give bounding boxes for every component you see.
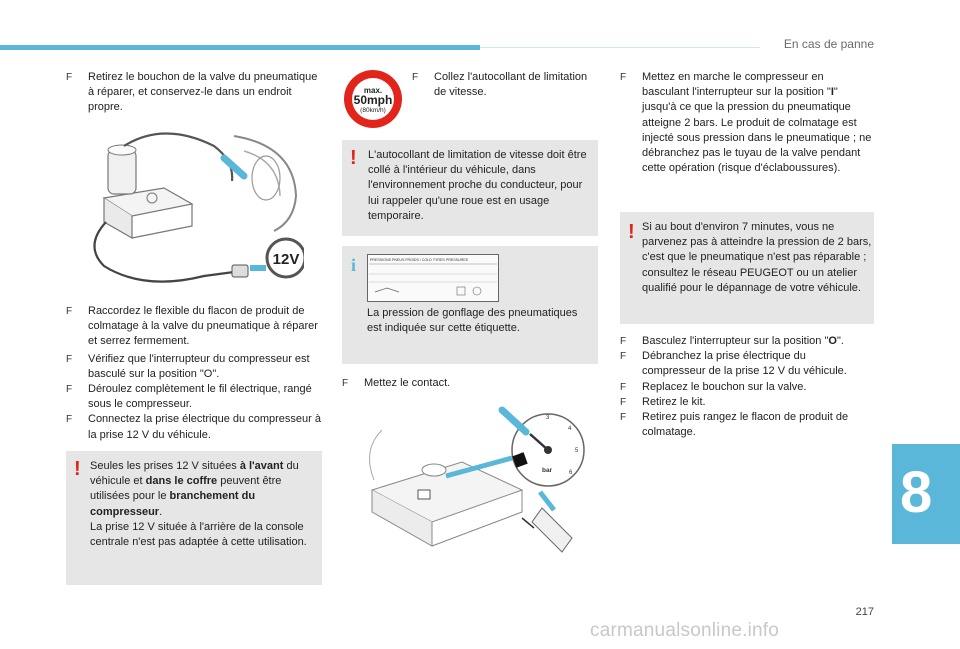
header-rule <box>480 47 760 48</box>
column-3-steps <box>620 334 872 440</box>
list-item: F Mettez en marche le compresseur en basculant l'interrupteur sur la position "I" jusqu'à ce que la pression du pneumatique atteigne 2 bars. Le produit de colmatage est injecté sous pression dans le pneumatique ; ne débranchez pas le tuyau de la valve pendant cette opération (risque d'éclaboussures). <box>620 71 872 175</box>
column-3-intro <box>620 70 872 176</box>
info-text: La pression de gonflage des pneumatiques est indiquée sur cette étiquette. <box>367 307 578 335</box>
warning-icon: ! <box>74 458 81 480</box>
column-2-intro <box>412 70 592 100</box>
svg-text:5: 5 <box>575 448 579 454</box>
list-item: F Déroulez complètement le fil électrique, rangé sous le compresseur. <box>66 383 312 411</box>
svg-text:50mph: 50mph <box>353 93 393 107</box>
column-1-steps <box>66 304 322 443</box>
svg-text:6: 6 <box>569 470 573 476</box>
svg-text:3: 3 <box>546 415 550 421</box>
checkbox-bullet-icon: F <box>620 72 627 83</box>
warning-text: L'autocollant de limitation de vitesse doit être collé à l'intérieur du véhicule, dans l'environnement proche du conducteur, pour lui rappeler qu'une roue est en usage temporaire. <box>368 149 587 222</box>
warning-text: Seules les prises 12 V situées à l'avant du véhicule et dans le coffre peuvent être utilisées pour le branchement du compresseur. La prise 12 V située à l'arrière de la console centrale n'est pas adaptée à cette utilisation. <box>90 460 307 549</box>
list-item: F Replacez le bouchon sur la valve. <box>620 380 872 395</box>
list-item: F Retirez le kit. <box>620 395 872 410</box>
warning-note-speed-sticker <box>342 140 598 236</box>
column-1-intro <box>66 70 322 116</box>
checkbox-bullet-icon: F <box>620 381 627 393</box>
checkbox-bullet-icon: F <box>66 414 73 426</box>
list-item: F Connectez la prise électrique du compresseur à la prise 12 V du véhicule. <box>66 413 321 441</box>
12v-badge-label: 12V <box>272 251 300 268</box>
page-number: 217 <box>855 606 874 618</box>
list-item: F Mettez le contact. <box>342 376 598 391</box>
list-item: F Retirez puis rangez le flacon de produit de colmatage. <box>620 411 849 439</box>
sealant-kit-connection-illustration <box>84 126 304 294</box>
tyre-pressure-label-illustration <box>367 254 499 302</box>
list-item: F Basculez l'interrupteur sur la position "O". <box>620 334 872 349</box>
svg-text:(80km/h): (80km/h) <box>360 107 386 114</box>
svg-text:max.: max. <box>363 86 383 95</box>
checkbox-bullet-icon: F <box>66 306 73 317</box>
warning-note-7-minutes <box>620 212 874 324</box>
warning-icon: ! <box>628 221 635 243</box>
checkbox-bullet-icon: F <box>66 72 73 83</box>
checkbox-bullet-icon: F <box>620 396 627 408</box>
chapter-number: 8 <box>900 460 933 525</box>
info-icon: i <box>351 255 357 275</box>
info-note-tyre-pressure-label <box>342 246 598 364</box>
svg-text:bar: bar <box>542 467 553 474</box>
chapter-tab <box>892 444 960 544</box>
list-item: F Vérifiez que l'interrupteur du compresseur est basculé sur la position "O". <box>66 352 310 380</box>
list-item: F Raccordez le flexible du flacon de produit de colmatage à la valve du pneumatique à réparer et serrez fermement. <box>66 305 318 348</box>
checkbox-bullet-icon: F <box>66 353 73 365</box>
speed-limit-sticker-illustration <box>342 68 404 130</box>
svg-text:PRESSIONS PNEUS FROIDS / COLD: PRESSIONS PNEUS FROIDS / COLD TYRES PRESSURES <box>370 258 468 262</box>
checkbox-bullet-icon: F <box>620 336 627 347</box>
list-item: F Débranchez la prise électrique du compresseur de la prise 12 V du véhicule. <box>620 350 847 378</box>
checkbox-bullet-icon: F <box>342 378 349 389</box>
warning-icon: ! <box>350 147 357 169</box>
compressor-gauge-illustration <box>362 400 596 576</box>
column-2-step <box>342 376 598 391</box>
watermark: carmanualsonline.info <box>590 620 780 641</box>
list-item: F Collez l'autocollant de limitation de vitesse. <box>412 71 588 99</box>
warning-text: Si au bout d'environ 7 minutes, vous ne parvenez pas à atteindre la pression de 2 bars, c'est que le pneumatique n'est pas réparable ; consultez le réseau PEUGEOT ou un atelier qualifié pour le dépannage de votre véhicule. <box>642 221 872 294</box>
checkbox-bullet-icon: F <box>412 72 419 83</box>
section-title: En cas de panne <box>783 37 874 51</box>
checkbox-bullet-icon: F <box>620 351 627 363</box>
svg-text:4: 4 <box>568 426 572 432</box>
header-accent-bar <box>0 45 480 50</box>
checkbox-bullet-icon: F <box>620 412 627 424</box>
warning-note-12v-sockets <box>66 451 322 585</box>
list-item: F Retirez le bouchon de la valve du pneumatique à réparer, et conservez-le dans un endroit propre. <box>66 71 318 114</box>
checkbox-bullet-icon: F <box>66 384 73 396</box>
